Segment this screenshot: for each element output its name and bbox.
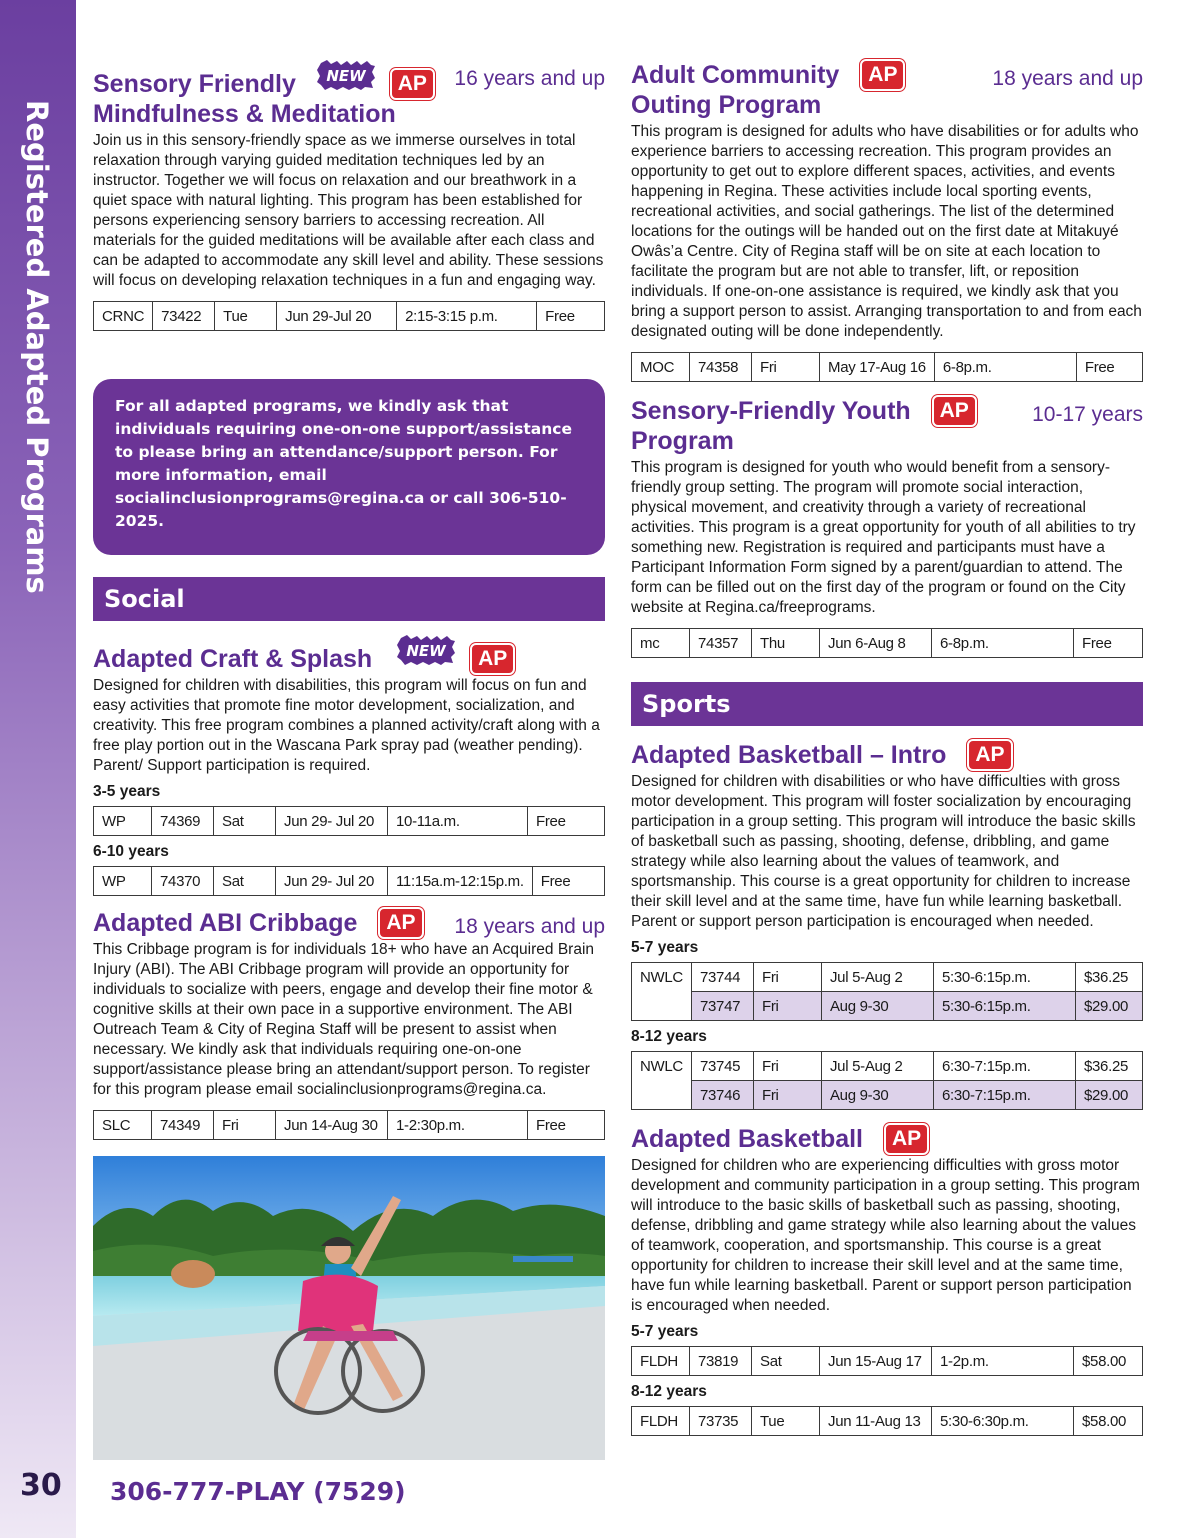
schedule-row[interactable] — [632, 1081, 1143, 1110]
program-outing-header — [631, 60, 1143, 120]
course-code-cell: 73744 — [691, 963, 753, 992]
schedule-row[interactable] — [632, 1052, 1143, 1081]
program-title: Adapted ABI Cribbage — [93, 909, 358, 937]
dates-cell: Jun 29-Jul 20 — [277, 302, 397, 331]
day-cell: Tue — [215, 302, 277, 331]
schedule-table — [631, 352, 1143, 382]
location-cell: WP — [94, 807, 152, 836]
fee-cell: $29.00 — [1075, 992, 1142, 1021]
ap-badge-icon: AP — [969, 741, 1010, 769]
fee-cell: Free — [1074, 629, 1143, 658]
fee-cell: $58.00 — [1074, 1347, 1143, 1376]
fee-cell: $58.00 — [1074, 1407, 1143, 1436]
sidebar-title-wrap — [0, 100, 76, 640]
location-cell: WP — [94, 867, 152, 896]
ap-badge-icon: AP — [934, 397, 975, 425]
time-cell: 6-8p.m. — [934, 353, 1076, 382]
location-cell: SLC — [94, 1111, 152, 1140]
program-description: Designed for children with disabilities, this program will focus on fun and easy activities that promote fine motor development, socialization, and creativity. This free program combines a planned activity/craft along with a free play portion out in the Wascana Park spray pad (weather pending). Parent/ Support participation is required. — [93, 677, 600, 774]
ap-badge-icon: AP — [886, 1125, 927, 1153]
schedule-table — [631, 1406, 1143, 1436]
dates-cell: Jun 14-Aug 30 — [276, 1111, 388, 1140]
day-cell: Fri — [753, 992, 821, 1021]
course-code-cell: 73422 — [153, 302, 215, 331]
course-code-cell: 73746 — [691, 1081, 753, 1110]
dates-cell: Jun 29- Jul 20 — [276, 867, 388, 896]
ap-badge-icon: AP — [862, 61, 903, 89]
day-cell: Fri — [752, 353, 820, 382]
ap-badge-icon: AP — [380, 909, 421, 937]
day-cell: Sat — [214, 867, 276, 896]
new-badge-icon — [317, 60, 375, 90]
program-title: Adapted Basketball – Intro — [631, 741, 947, 769]
program-title-line2: Outing Program — [631, 91, 822, 119]
age-group-label: 5-7 years — [631, 1323, 699, 1340]
time-cell: 5:30-6:15p.m. — [933, 992, 1075, 1021]
dates-cell: Jul 5-Aug 2 — [821, 1052, 933, 1081]
time-cell: 5:30-6:15p.m. — [933, 963, 1075, 992]
schedule-row[interactable] — [632, 992, 1143, 1021]
schedule-table — [93, 866, 605, 896]
location-cell: NWLC — [632, 963, 692, 1021]
course-code-cell: 73747 — [691, 992, 753, 1021]
location-cell: NWLC — [632, 1052, 692, 1110]
wheelchair-user-at-splash-pad-photo — [93, 1156, 605, 1460]
program-title: Adult Community — [631, 61, 840, 89]
schedule-row[interactable] — [94, 807, 605, 836]
day-cell: Thu — [752, 629, 820, 658]
schedule-row[interactable] — [94, 1111, 605, 1140]
age-range: 10-17 years — [1032, 403, 1143, 426]
location-cell: FLDH — [632, 1407, 690, 1436]
schedule-table — [93, 301, 605, 331]
dates-cell: Jul 5-Aug 2 — [821, 963, 933, 992]
time-cell: 5:30-6:30p.m. — [932, 1407, 1074, 1436]
age-group-label: 8-12 years — [631, 1028, 707, 1045]
day-cell: Fri — [753, 1052, 821, 1081]
support-notice: For all adapted programs, we kindly ask that individuals requiring one-on-one support/assistance to please bring an attendance/support person. For more information, email socialinclusionprograms@regina.ca or call 306-510-2025. — [93, 379, 605, 555]
schedule-table — [631, 1346, 1143, 1376]
new-badge-text: NEW — [326, 67, 366, 85]
dates-cell: Aug 9-30 — [821, 1081, 933, 1110]
location-cell: MOC — [632, 353, 690, 382]
day-cell: Fri — [753, 963, 821, 992]
schedule-row[interactable] — [632, 629, 1143, 658]
ap-badge-icon: AP — [392, 70, 433, 98]
age-group-label: 5-7 years — [631, 939, 699, 956]
program-cribbage-header — [93, 908, 605, 938]
fee-cell: Free — [1076, 353, 1142, 382]
schedule-row[interactable] — [632, 1347, 1143, 1376]
sidebar — [0, 0, 76, 1538]
sidebar-title: Registered Adapted Programs — [20, 100, 54, 594]
course-code-cell: 74370 — [152, 867, 214, 896]
schedule-row[interactable] — [94, 867, 605, 896]
program-title: Sensory-Friendly Youth — [631, 397, 911, 425]
program-description: This program is designed for adults who have disabilities or for adults who experience barriers to accessing recreation. This program provides an opportunity to get out to explore different spaces, activities, and events happening in Regina. These activities include local sporting events, recreational activities, and social gatherings. The list of the determined locations for the outings will be handed out on the first date at Mitakuyé Owâs’a Centre. City of Regina staff will be on site at each location to facilitate the program but are not able to transfer, lift, or reposition individuals. If one-on-one assistance is required, we kindly ask that you bring a support person to assist. Arranging transportation to and from each designated outing will be done independently. — [631, 123, 1142, 340]
program-title: Sensory Friendly — [93, 70, 296, 98]
course-code-cell: 74349 — [152, 1111, 214, 1140]
program-description: Designed for children with disabilities or who have difficulties with gross motor development. This program will foster socialization by encouraging participation in a group setting. This program will introduce the basic skills of basketball such as passing, shooting, defense, dribbling, and game strategy while also learning about the values of teamwork, and sportsmanship. This course is a great opportunity for children to increase their skill level and at the same time, have fun while learning basketball. Parent or support person participation is encouraged when needed. — [631, 773, 1136, 930]
location-cell: mc — [632, 629, 690, 658]
time-cell: 6:30-7:15p.m. — [933, 1081, 1075, 1110]
footer-phone[interactable]: 306-777-PLAY (7529) — [110, 1477, 406, 1506]
day-cell: Sat — [214, 807, 276, 836]
fee-cell: $36.25 — [1075, 1052, 1142, 1081]
course-code-cell: 73745 — [691, 1052, 753, 1081]
age-range: 16 years and up — [454, 67, 605, 90]
fee-cell: Free — [528, 807, 605, 836]
course-code-cell: 74357 — [690, 629, 752, 658]
schedule-table — [93, 806, 605, 836]
schedule-row[interactable] — [94, 302, 605, 331]
program-craft-header — [93, 635, 605, 674]
dates-cell: Jun 29- Jul 20 — [276, 807, 388, 836]
section-heading-sports: Sports — [631, 682, 1143, 726]
day-cell: Fri — [753, 1081, 821, 1110]
schedule-row[interactable] — [632, 963, 1143, 992]
time-cell: 11:15a.m-12:15p.m. — [388, 867, 533, 896]
dates-cell: Aug 9-30 — [821, 992, 933, 1021]
fee-cell: Free — [528, 1111, 605, 1140]
age-range: 18 years and up — [454, 915, 605, 938]
age-range: 18 years and up — [992, 67, 1143, 90]
course-code-cell: 73819 — [690, 1347, 752, 1376]
location-cell: CRNC — [94, 302, 153, 331]
time-cell: 1-2p.m. — [932, 1347, 1074, 1376]
program-description: This Cribbage program is for individuals 18+ who have an Acquired Brain Injury (ABI). The ABI Cribbage program will provide an opportunity for individuals to socialize with peers, engage and develop their fine motor & cognitive skills at their own pace in a supportive environment. The ABI Outreach Team & City of Regina Staff will be present to assist when necessary. We kindly ask that individuals requiring one-on-one support/assistance please bring an attendant/support person. To register for this program please email socialinclusionprograms@regina.ca. — [93, 941, 595, 1098]
fee-cell: $29.00 — [1075, 1081, 1142, 1110]
age-group-label: 3-5 years — [93, 783, 161, 800]
fee-cell: Free — [537, 302, 605, 331]
program-bball-intro-header — [631, 740, 1143, 770]
program-description: This program is designed for youth who would benefit from a sensory-friendly group setting. The program will promote social interaction, physical movement, and creativity through a variety of recreational activities. This program is a great opportunity for youth of all abilities to try something new. Registration is required and participants must have a Participant Information Form signed by a parent/guardian to attend. The form can be filled out on the first day of the program or found on the City website at Regina.ca/freeprograms. — [631, 459, 1136, 616]
left-column — [93, 60, 605, 1460]
page-number: 30 — [20, 1468, 62, 1503]
time-cell: 6:30-7:15p.m. — [933, 1052, 1075, 1081]
time-cell: 6-8p.m. — [932, 629, 1074, 658]
dates-cell: May 17-Aug 16 — [820, 353, 935, 382]
dates-cell: Jun 6-Aug 8 — [820, 629, 932, 658]
program-title-line2: Mindfulness & Meditation — [93, 100, 396, 128]
time-cell: 1-2:30p.m. — [388, 1111, 528, 1140]
new-badge-text: NEW — [406, 642, 446, 660]
schedule-row[interactable] — [632, 1407, 1143, 1436]
schedule-table — [631, 628, 1143, 658]
program-bball-header — [631, 1124, 1143, 1154]
program-mindfulness-header — [93, 60, 605, 129]
section-heading-social: Social — [93, 577, 605, 621]
ap-badge-icon: AP — [472, 645, 513, 673]
schedule-table — [631, 1051, 1143, 1110]
location-cell: FLDH — [632, 1347, 690, 1376]
day-cell: Fri — [214, 1111, 276, 1140]
program-title-line2: Program — [631, 427, 734, 455]
day-cell: Sat — [752, 1347, 820, 1376]
time-cell: 10-11a.m. — [388, 807, 528, 836]
program-title: Adapted Basketball — [631, 1125, 864, 1153]
schedule-table — [631, 962, 1143, 1021]
age-group-label: 8-12 years — [631, 1383, 707, 1400]
fee-cell: Free — [532, 867, 604, 896]
course-code-cell: 74369 — [152, 807, 214, 836]
dates-cell: Jun 11-Aug 13 — [820, 1407, 932, 1436]
program-description: Join us in this sensory-friendly space as we immerse ourselves in total relaxation through varying guided meditation techniques led by an instructor. Together we will focus on relaxation and our breathwork in a quiet space with natural lighting. This program has been established for persons experiencing sensory barriers to accessing recreation. All materials for the guided meditations will be available after each class and can be adapted to accommodate any skill level and ability. These sessions will focus on developing relaxation techniques in a fun and engaging way. — [93, 132, 604, 289]
day-cell: Tue — [752, 1407, 820, 1436]
new-badge-icon — [397, 635, 455, 665]
program-youth-header — [631, 396, 1143, 456]
right-column — [631, 60, 1143, 1436]
time-cell: 2:15-3:15 p.m. — [397, 302, 537, 331]
fee-cell: $36.25 — [1075, 963, 1142, 992]
course-code-cell: 74358 — [690, 353, 752, 382]
course-code-cell: 73735 — [690, 1407, 752, 1436]
age-group-label: 6-10 years — [93, 843, 169, 860]
schedule-row[interactable] — [632, 353, 1143, 382]
program-title: Adapted Craft & Splash — [93, 645, 373, 673]
dates-cell: Jun 15-Aug 17 — [820, 1347, 932, 1376]
program-description: Designed for children who are experiencing difficulties with gross motor development and community participation in a group setting. This program will introduce to the basic skills of basketball such as passing, shooting, defense, dribbling and game strategy while also learning about the values of teamwork, cooperation, and sportsmanship. This course is a great opportunity for children to increase their skill level and at the same time, have fun while learning basketball. Parent or support person participation is encouraged when needed. — [631, 1157, 1140, 1314]
schedule-table — [93, 1110, 605, 1140]
